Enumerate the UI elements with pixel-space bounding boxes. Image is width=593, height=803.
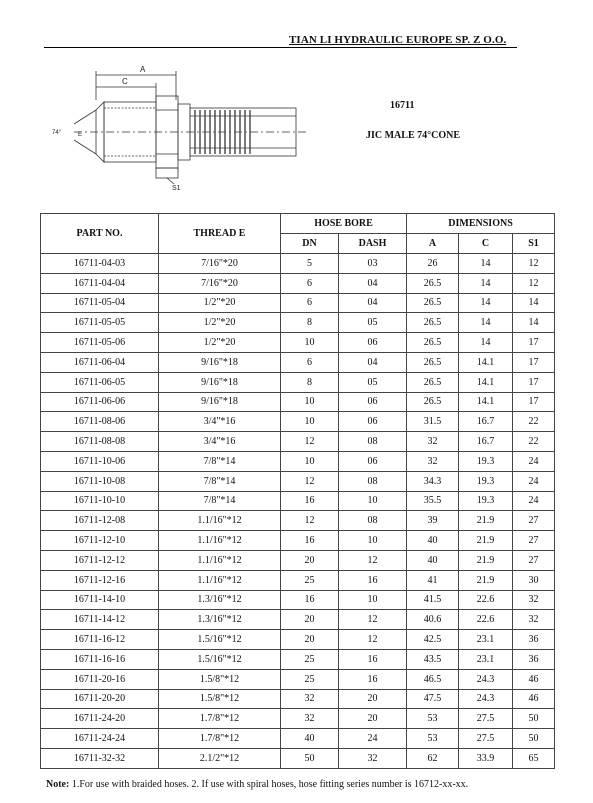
cell-s1: 17 — [513, 372, 555, 392]
label-angle: 74° — [52, 130, 62, 136]
cell-s1: 22 — [513, 432, 555, 452]
cell-part-no: 16711-14-12 — [41, 610, 159, 630]
cell-s1: 24 — [513, 471, 555, 491]
cell-dn: 8 — [281, 372, 339, 392]
table-row — [41, 432, 555, 452]
cell-c: 21.9 — [459, 550, 513, 570]
cell-part-no: 16711-05-04 — [41, 293, 159, 313]
cell-part-no: 16711-05-05 — [41, 313, 159, 333]
cell-thread: 7/8"*14 — [159, 491, 281, 511]
cell-dn: 5 — [281, 254, 339, 274]
cell-dash: 04 — [339, 273, 407, 293]
cell-s1: 12 — [513, 273, 555, 293]
cell-dn: 12 — [281, 432, 339, 452]
cell-dash: 10 — [339, 491, 407, 511]
table-row — [41, 689, 555, 709]
cell-dn: 20 — [281, 610, 339, 630]
cell-dash: 12 — [339, 550, 407, 570]
label-s1: S1 — [172, 185, 181, 192]
cell-thread: 1/2"*20 — [159, 293, 281, 313]
table-row — [41, 709, 555, 729]
cell-a: 62 — [407, 748, 459, 768]
cell-dn: 10 — [281, 451, 339, 471]
cell-part-no: 16711-12-10 — [41, 531, 159, 551]
cell-s1: 24 — [513, 451, 555, 471]
cell-c: 14 — [459, 313, 513, 333]
header-hose-bore: HOSE BORE — [281, 214, 407, 234]
cell-thread: 1.3/16"*12 — [159, 610, 281, 630]
header-dash: DASH — [339, 234, 407, 254]
table-row — [41, 531, 555, 551]
cell-part-no: 16711-04-04 — [41, 273, 159, 293]
cell-dash: 20 — [339, 689, 407, 709]
table-row — [41, 491, 555, 511]
cell-c: 21.9 — [459, 511, 513, 531]
cell-dn: 10 — [281, 333, 339, 353]
cell-thread: 1.1/16"*12 — [159, 511, 281, 531]
cell-s1: 65 — [513, 748, 555, 768]
header-c: C — [459, 234, 513, 254]
cell-dn: 10 — [281, 412, 339, 432]
cell-a: 40 — [407, 531, 459, 551]
cell-thread: 1.1/16"*12 — [159, 531, 281, 551]
cell-a: 31.5 — [407, 412, 459, 432]
cell-a: 41.5 — [407, 590, 459, 610]
cell-a: 35.5 — [407, 491, 459, 511]
table-row — [41, 610, 555, 630]
header-thread: THREAD E — [159, 214, 281, 254]
cell-c: 22.6 — [459, 590, 513, 610]
cell-part-no: 16711-06-06 — [41, 392, 159, 412]
cell-a: 53 — [407, 709, 459, 729]
cell-dn: 20 — [281, 550, 339, 570]
header-a: A — [407, 234, 459, 254]
table-row — [41, 649, 555, 669]
table-row — [41, 352, 555, 372]
cell-thread: 1.5/8"*12 — [159, 669, 281, 689]
cell-thread: 1/2"*20 — [159, 313, 281, 333]
cell-s1: 46 — [513, 689, 555, 709]
cell-dash: 06 — [339, 412, 407, 432]
cell-thread: 1.3/16"*12 — [159, 590, 281, 610]
cell-s1: 27 — [513, 511, 555, 531]
cell-a: 26.5 — [407, 333, 459, 353]
cell-dn: 25 — [281, 669, 339, 689]
cell-thread: 1.1/16"*12 — [159, 570, 281, 590]
cell-dash: 06 — [339, 333, 407, 353]
table-row — [41, 590, 555, 610]
cell-a: 40 — [407, 550, 459, 570]
cell-dash: 03 — [339, 254, 407, 274]
cell-dn: 25 — [281, 649, 339, 669]
cell-dn: 12 — [281, 471, 339, 491]
cell-dash: 08 — [339, 511, 407, 531]
cell-a: 41 — [407, 570, 459, 590]
cell-dn: 40 — [281, 729, 339, 749]
cell-a: 32 — [407, 451, 459, 471]
table-row — [41, 669, 555, 689]
cell-s1: 32 — [513, 590, 555, 610]
cell-part-no: 16711-08-08 — [41, 432, 159, 452]
table-row — [41, 313, 555, 333]
cell-c: 14.1 — [459, 352, 513, 372]
cell-thread: 9/16"*18 — [159, 352, 281, 372]
cell-dash: 12 — [339, 630, 407, 650]
cell-a: 42.5 — [407, 630, 459, 650]
cell-thread: 1.7/8"*12 — [159, 709, 281, 729]
cell-s1: 24 — [513, 491, 555, 511]
cell-c: 24.3 — [459, 689, 513, 709]
cell-s1: 30 — [513, 570, 555, 590]
cell-a: 26 — [407, 254, 459, 274]
cell-dn: 16 — [281, 531, 339, 551]
cell-dash: 05 — [339, 372, 407, 392]
cell-dash: 10 — [339, 590, 407, 610]
cell-a: 39 — [407, 511, 459, 531]
cell-thread: 1.5/8"*12 — [159, 689, 281, 709]
cell-thread: 7/16"*20 — [159, 254, 281, 274]
cell-s1: 14 — [513, 313, 555, 333]
cell-thread: 7/16"*20 — [159, 273, 281, 293]
cell-dash: 16 — [339, 570, 407, 590]
fitting-drawing — [44, 60, 314, 195]
note-label: Note: — [46, 779, 70, 790]
cell-a: 26.5 — [407, 372, 459, 392]
cell-s1: 36 — [513, 649, 555, 669]
cell-s1: 32 — [513, 610, 555, 630]
cell-c: 21.9 — [459, 531, 513, 551]
cell-s1: 12 — [513, 254, 555, 274]
cell-dn: 50 — [281, 748, 339, 768]
header-dn: DN — [281, 234, 339, 254]
cell-part-no: 16711-06-05 — [41, 372, 159, 392]
cell-a: 32 — [407, 432, 459, 452]
cell-dash: 06 — [339, 392, 407, 412]
cell-part-no: 16711-16-16 — [41, 649, 159, 669]
cell-part-no: 16711-12-16 — [41, 570, 159, 590]
table-row — [41, 471, 555, 491]
cell-thread: 7/8"*14 — [159, 471, 281, 491]
cell-c: 27.5 — [459, 709, 513, 729]
cell-part-no: 16711-24-20 — [41, 709, 159, 729]
cell-dash: 05 — [339, 313, 407, 333]
cell-c: 21.9 — [459, 570, 513, 590]
cell-c: 24.3 — [459, 669, 513, 689]
cell-s1: 22 — [513, 412, 555, 432]
cell-s1: 17 — [513, 392, 555, 412]
table-row — [41, 333, 555, 353]
cell-part-no: 16711-12-12 — [41, 550, 159, 570]
table-row — [41, 254, 555, 274]
footnote — [46, 779, 468, 790]
cell-dn: 12 — [281, 511, 339, 531]
cell-c: 23.1 — [459, 649, 513, 669]
cell-c: 19.3 — [459, 491, 513, 511]
cell-thread: 1.5/16"*12 — [159, 630, 281, 650]
cell-dash: 04 — [339, 293, 407, 313]
cell-dash: 20 — [339, 709, 407, 729]
cell-dn: 20 — [281, 630, 339, 650]
cell-dash: 32 — [339, 748, 407, 768]
table-row — [41, 412, 555, 432]
cell-thread: 3/4"*16 — [159, 432, 281, 452]
cell-a: 53 — [407, 729, 459, 749]
cell-c: 22.6 — [459, 610, 513, 630]
header-dimensions: DIMENSIONS — [407, 214, 555, 234]
cell-c: 14 — [459, 333, 513, 353]
header-part-no: PART NO. — [41, 214, 159, 254]
table-row — [41, 392, 555, 412]
cell-thread: 9/16"*18 — [159, 392, 281, 412]
cell-dash: 24 — [339, 729, 407, 749]
cell-part-no: 16711-04-03 — [41, 254, 159, 274]
cell-c: 14 — [459, 254, 513, 274]
table-row — [41, 293, 555, 313]
cell-dn: 32 — [281, 709, 339, 729]
cell-s1: 14 — [513, 293, 555, 313]
cell-part-no: 16711-10-08 — [41, 471, 159, 491]
cell-a: 47.5 — [407, 689, 459, 709]
cell-dash: 16 — [339, 649, 407, 669]
cell-a: 26.5 — [407, 352, 459, 372]
cell-s1: 27 — [513, 550, 555, 570]
cell-a: 43.5 — [407, 649, 459, 669]
cell-c: 33.9 — [459, 748, 513, 768]
header-divider — [44, 47, 517, 48]
cell-s1: 50 — [513, 709, 555, 729]
cell-part-no: 16711-20-16 — [41, 669, 159, 689]
cell-c: 19.3 — [459, 451, 513, 471]
table-row — [41, 570, 555, 590]
cell-part-no: 16711-12-08 — [41, 511, 159, 531]
cell-dash: 10 — [339, 531, 407, 551]
cell-thread: 1.5/16"*12 — [159, 649, 281, 669]
header-s1: S1 — [513, 234, 555, 254]
table-row — [41, 451, 555, 471]
cell-thread: 7/8"*14 — [159, 451, 281, 471]
table-row — [41, 550, 555, 570]
cell-a: 34.3 — [407, 471, 459, 491]
cell-part-no: 16711-10-10 — [41, 491, 159, 511]
cell-part-no: 16711-08-06 — [41, 412, 159, 432]
cell-dn: 8 — [281, 313, 339, 333]
cell-part-no: 16711-06-04 — [41, 352, 159, 372]
table-row — [41, 630, 555, 650]
cell-dash: 06 — [339, 451, 407, 471]
table-row — [41, 729, 555, 749]
cell-a: 26.5 — [407, 313, 459, 333]
cell-dn: 6 — [281, 293, 339, 313]
cell-c: 14 — [459, 273, 513, 293]
spec-table — [40, 213, 555, 769]
cell-c: 14.1 — [459, 372, 513, 392]
label-a: A — [140, 65, 146, 74]
cell-thread: 1.7/8"*12 — [159, 729, 281, 749]
table-row — [41, 273, 555, 293]
cell-c: 19.3 — [459, 471, 513, 491]
cell-dash: 08 — [339, 471, 407, 491]
cell-s1: 36 — [513, 630, 555, 650]
cell-dn: 6 — [281, 352, 339, 372]
cell-s1: 27 — [513, 531, 555, 551]
cell-dash: 04 — [339, 352, 407, 372]
cell-thread: 9/16"*18 — [159, 372, 281, 392]
cell-dn: 16 — [281, 491, 339, 511]
cell-a: 46.5 — [407, 669, 459, 689]
cell-part-no: 16711-05-06 — [41, 333, 159, 353]
cell-thread: 2.1/2"*12 — [159, 748, 281, 768]
cell-thread: 1/2"*20 — [159, 333, 281, 353]
cell-part-no: 16711-32-32 — [41, 748, 159, 768]
cell-part-no: 16711-24-24 — [41, 729, 159, 749]
cell-dash: 08 — [339, 432, 407, 452]
cell-dn: 32 — [281, 689, 339, 709]
cell-c: 23.1 — [459, 630, 513, 650]
cell-s1: 50 — [513, 729, 555, 749]
cell-dash: 12 — [339, 610, 407, 630]
cell-dash: 16 — [339, 669, 407, 689]
cell-s1: 46 — [513, 669, 555, 689]
cell-s1: 17 — [513, 333, 555, 353]
cell-dn: 6 — [281, 273, 339, 293]
table-row — [41, 372, 555, 392]
cell-thread: 1.1/16"*12 — [159, 550, 281, 570]
cell-a: 26.5 — [407, 273, 459, 293]
table-row — [41, 511, 555, 531]
cell-c: 14.1 — [459, 392, 513, 412]
company-name: TIAN LI HYDRAULIC EUROPE SP. Z O.O. — [289, 34, 507, 46]
note-text: 1.For use with braided hoses. 2. If use with spiral hoses, hose fitting series number is 16712-xx-xx. — [69, 779, 469, 790]
cell-a: 40.6 — [407, 610, 459, 630]
cell-part-no: 16711-10-06 — [41, 451, 159, 471]
cell-thread: 3/4"*16 — [159, 412, 281, 432]
product-code: 16711 — [390, 100, 415, 111]
cell-part-no: 16711-20-20 — [41, 689, 159, 709]
cell-c: 27.5 — [459, 729, 513, 749]
cell-c: 14 — [459, 293, 513, 313]
cell-dn: 10 — [281, 392, 339, 412]
label-thread: E — [78, 132, 83, 138]
cell-part-no: 16711-14-10 — [41, 590, 159, 610]
cell-c: 16.7 — [459, 412, 513, 432]
cell-a: 26.5 — [407, 392, 459, 412]
cell-s1: 17 — [513, 352, 555, 372]
cell-dn: 16 — [281, 590, 339, 610]
product-description: JIC MALE 74°CONE — [366, 130, 461, 141]
cell-c: 16.7 — [459, 432, 513, 452]
label-c: C — [122, 77, 128, 86]
table-row — [41, 748, 555, 768]
cell-dn: 25 — [281, 570, 339, 590]
cell-a: 26.5 — [407, 293, 459, 313]
cell-part-no: 16711-16-12 — [41, 630, 159, 650]
